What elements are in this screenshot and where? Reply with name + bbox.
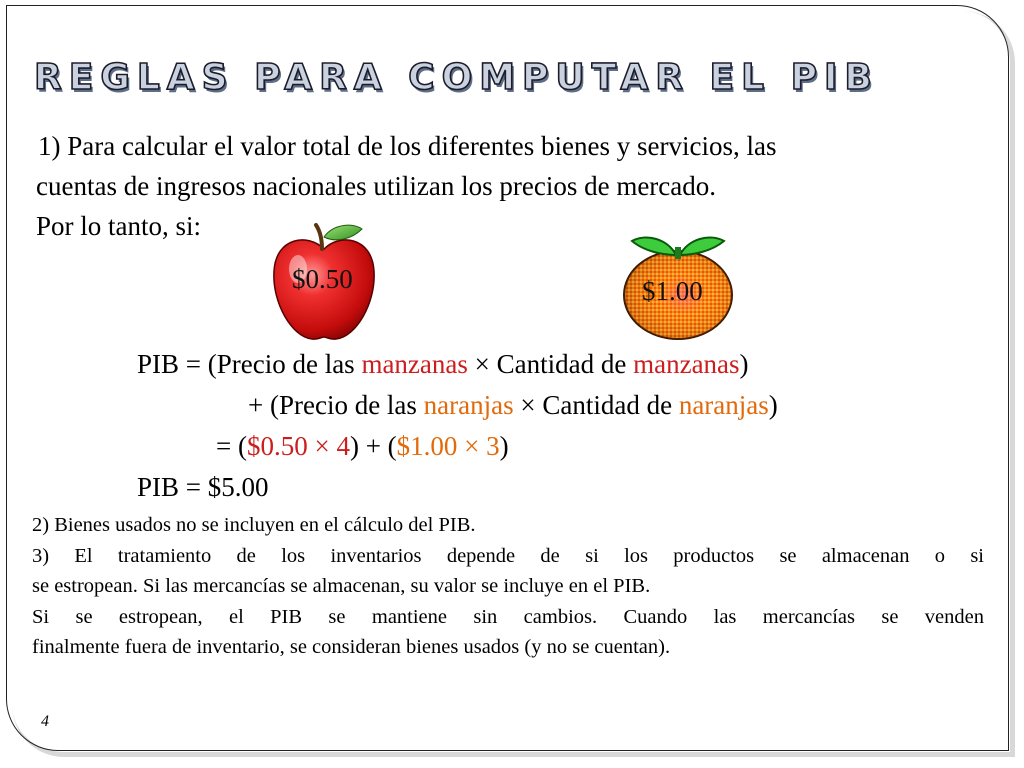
- rule-line-4: Si se estropean, el PIB se mantiene sin cambios. Cuando las mercancías se venden: [32, 605, 984, 628]
- orange-price: $1.00: [642, 276, 703, 306]
- page-number: 4: [41, 713, 49, 730]
- highlight-naranjas: naranjas: [678, 390, 769, 420]
- apple-price: $0.50: [292, 264, 353, 294]
- formula-row-2: [248, 390, 778, 421]
- rule-line-3: se estropean. Si las mercancías se almacenan, su valor se incluye en el PIB.: [32, 575, 651, 597]
- highlight-naranjas: naranjas: [423, 390, 514, 420]
- intro-line-2: cuentas de ingresos nacionales utilizan los precios de mercado.: [36, 171, 717, 201]
- formula-text: PIB = (Precio de las: [137, 349, 362, 379]
- slide-title: REGLAS PARA COMPUTAR EL PIB: [34, 57, 879, 98]
- formula-text: ): [499, 431, 509, 461]
- formula-text: + (Precio de las: [248, 390, 424, 420]
- intro-line-3: Por lo tanto, si:: [36, 211, 202, 241]
- formula-text: × Cantidad de: [467, 349, 634, 379]
- formula-row-1: [137, 349, 749, 380]
- rule-line-2: 3) El tratamiento de los inventarios depende de si los productos se almacenan o si: [32, 544, 984, 567]
- formula-result: PIB = $5.00: [137, 472, 269, 502]
- formula-text: ): [768, 390, 778, 420]
- rules-paragraph: [32, 510, 984, 663]
- highlight-manzanas: manzanas: [633, 349, 740, 379]
- formula-text: ) + (: [349, 431, 397, 461]
- formula-text: ): [739, 349, 749, 379]
- formula-text: = (: [216, 431, 247, 461]
- highlight-manzanas: manzanas: [361, 349, 468, 379]
- highlight-apple-value: $0.50 × 4: [246, 431, 350, 461]
- intro-line-1: 1) Para calcular el valor total de los diferentes bienes y servicios, las: [38, 131, 777, 161]
- formula-text: × Cantidad de: [513, 390, 679, 420]
- intro-paragraph: [36, 126, 986, 246]
- formula-row-3: [216, 431, 509, 462]
- highlight-orange-value: $1.00 × 3: [396, 431, 500, 461]
- rule-line-5: finalmente fuera de inventario, se consideran bienes usados (y no se cuentan).: [32, 636, 671, 658]
- rule-line-1: 2) Bienes usados no se incluyen en el cálculo del PIB.: [32, 514, 476, 536]
